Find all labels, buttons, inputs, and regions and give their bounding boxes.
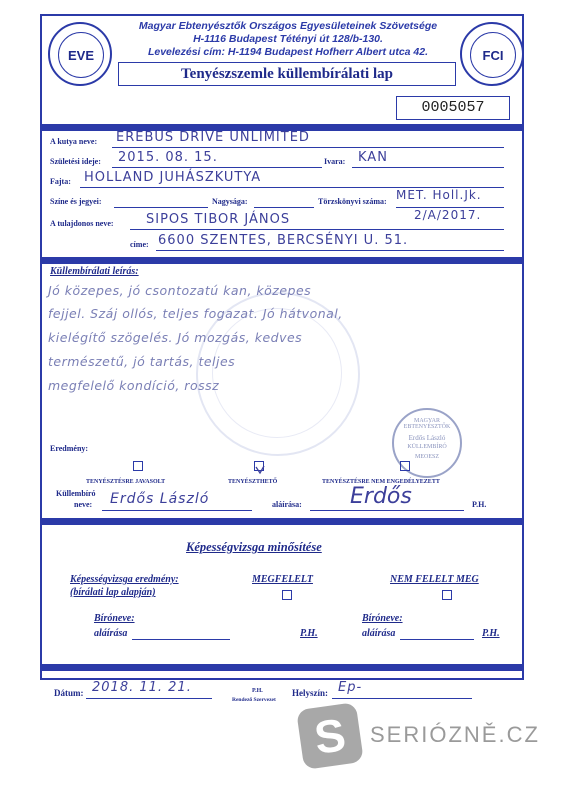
address-line — [156, 250, 504, 251]
birth-date-line — [112, 167, 322, 168]
judge-label: Küllembíró — [56, 489, 96, 498]
recommended-checkbox[interactable] — [133, 461, 143, 471]
option-not-permitted: TENYÉSZTÉSRE NEM ENGEDÉLYEZETT — [322, 479, 440, 485]
place-line — [332, 698, 472, 699]
not-permitted-checkbox[interactable] — [400, 461, 410, 471]
owner-value: SIPOS TIBOR JÁNOS — [146, 212, 291, 227]
owner-line — [130, 229, 504, 230]
stamp-line: MEOESZ — [415, 454, 439, 460]
address-label: címe: — [130, 240, 149, 249]
org-mailing-address: Levelezési cím: H-1194 Budapest Hofherr Albert utca 42. — [147, 46, 429, 58]
place-value: Ep- — [338, 680, 363, 695]
section-divider — [40, 257, 524, 264]
judge-ph-label: P.H. — [472, 500, 487, 509]
aptitude-result-label: Képességvizsga eredmény: — [70, 574, 179, 585]
meoesz-logo — [48, 22, 112, 86]
judge-name-label: neve: — [74, 500, 93, 509]
organizer-label: Rendező Szervezet — [232, 697, 276, 703]
color-line — [114, 207, 208, 208]
option-recommended: TENYÉSZTÉSRE JAVASOLT — [86, 479, 166, 485]
aptitude-pass-label: MEGFELELT — [252, 574, 313, 585]
address-value: 6600 SZENTES, BERCSÉNYI U. 51. — [158, 233, 409, 248]
description-line: kielégítő szögelés. Jó mozgás, kedves — [48, 330, 303, 345]
organizer-ph-label: P.H. — [252, 688, 263, 694]
serial-number: 0005057 — [396, 96, 510, 120]
stamp-line: Erdős László — [408, 434, 446, 442]
judge-name-line — [102, 510, 252, 511]
watermark-seal-inner — [212, 308, 342, 438]
sex-value: KAN — [358, 150, 388, 165]
aptitude-title: Képességvizsga minősítése — [186, 540, 322, 554]
section-divider — [40, 518, 524, 525]
check-icon — [255, 465, 265, 475]
date-label: Dátum: — [54, 688, 84, 698]
judge-signature-label: aláírása: — [272, 500, 302, 509]
aptitude-judge-label: Bíróneve: — [94, 613, 135, 624]
size-line — [254, 207, 314, 208]
aptitude-sign-line-1 — [132, 639, 230, 640]
judge-signature: Erdős — [350, 484, 412, 509]
sex-line — [352, 167, 504, 168]
site-name: SERIÓZNĚ.CZ — [370, 722, 540, 747]
description-label: Küllembírálati leírás: — [50, 266, 139, 277]
registry-value: MET. Holl.Jk. — [396, 188, 482, 202]
breed-label: Fajta: — [50, 177, 71, 186]
dog-name-value: EREBUS DRIVE UNLIMITED — [116, 130, 310, 145]
description-line: Jó közepes, jó csontozatú kan, közepes — [48, 283, 312, 298]
registry-value-2: 2/A/2017. — [414, 208, 482, 222]
fci-logo-text: FCI — [470, 32, 516, 78]
aptitude-judge-label-2: Bíróneve: — [362, 613, 403, 624]
owner-label: A tulajdonos neve: — [50, 219, 114, 228]
date-value: 2018. 11. 21. — [92, 680, 192, 695]
birth-date-label: Születési ideje: — [50, 157, 101, 166]
description-line: természetű, jó tartás, teljes — [48, 354, 236, 369]
aptitude-fail-checkbox[interactable] — [442, 590, 452, 600]
judge-signature-line — [310, 510, 464, 511]
registry-label: Törzskönyvi száma: — [318, 197, 387, 206]
description-line: fejjel. Száj ollós, teljes fogazat. Jó hátvonal, — [48, 306, 343, 321]
birth-date-value: 2015. 08. 15. — [118, 150, 218, 165]
color-label: Színe és jegyei: — [50, 197, 102, 206]
judge-name-value: Erdős László — [110, 491, 210, 507]
size-label: Nagysága: — [212, 197, 248, 206]
stamp-line: MAGYAR EBTENYÉSZTŐK — [403, 418, 451, 430]
breed-value: HOLLAND JUHÁSZKUTYA — [84, 170, 262, 185]
site-logo-icon: S — [296, 702, 364, 770]
meoesz-logo-text: EVE — [58, 32, 104, 78]
aptitude-ph-label: P.H. — [300, 628, 318, 639]
sex-label: Ivara: — [324, 157, 346, 166]
site-watermark — [290, 700, 560, 772]
dog-name-line — [112, 147, 504, 148]
description-line: megfelelő kondíció, rossz — [48, 378, 220, 393]
date-line — [86, 698, 212, 699]
aptitude-fail-label: NEM FELELT MEG — [390, 574, 479, 585]
form-title: Tenyészszemle küllembírálati lap — [118, 62, 456, 86]
dog-name-label: A kutya neve: — [50, 137, 98, 146]
aptitude-ph-label-2: P.H. — [482, 628, 500, 639]
org-name: Magyar Ebtenyésztők Országos Egyesületeinek Szövetsége — [138, 20, 438, 32]
breedable-checkbox[interactable] — [254, 461, 264, 471]
org-address: H-1116 Budapest Tétényi út 128/b-130. — [193, 33, 383, 45]
stamp-line: KÜLLEMBÍRÓ — [407, 444, 447, 450]
aptitude-sign-line-2 — [400, 639, 474, 640]
aptitude-result-sub: (bírálati lap alapján) — [70, 587, 156, 598]
aptitude-sign-label-2: aláírása — [362, 628, 396, 639]
fci-logo — [460, 22, 524, 86]
place-label: Helyszín: — [292, 688, 328, 698]
section-divider — [40, 664, 524, 671]
result-label: Eredmény: — [50, 444, 89, 453]
option-breedable: TENYÉSZTHETŐ — [228, 479, 278, 485]
aptitude-sign-label: aláírása — [94, 628, 128, 639]
aptitude-pass-checkbox[interactable] — [282, 590, 292, 600]
